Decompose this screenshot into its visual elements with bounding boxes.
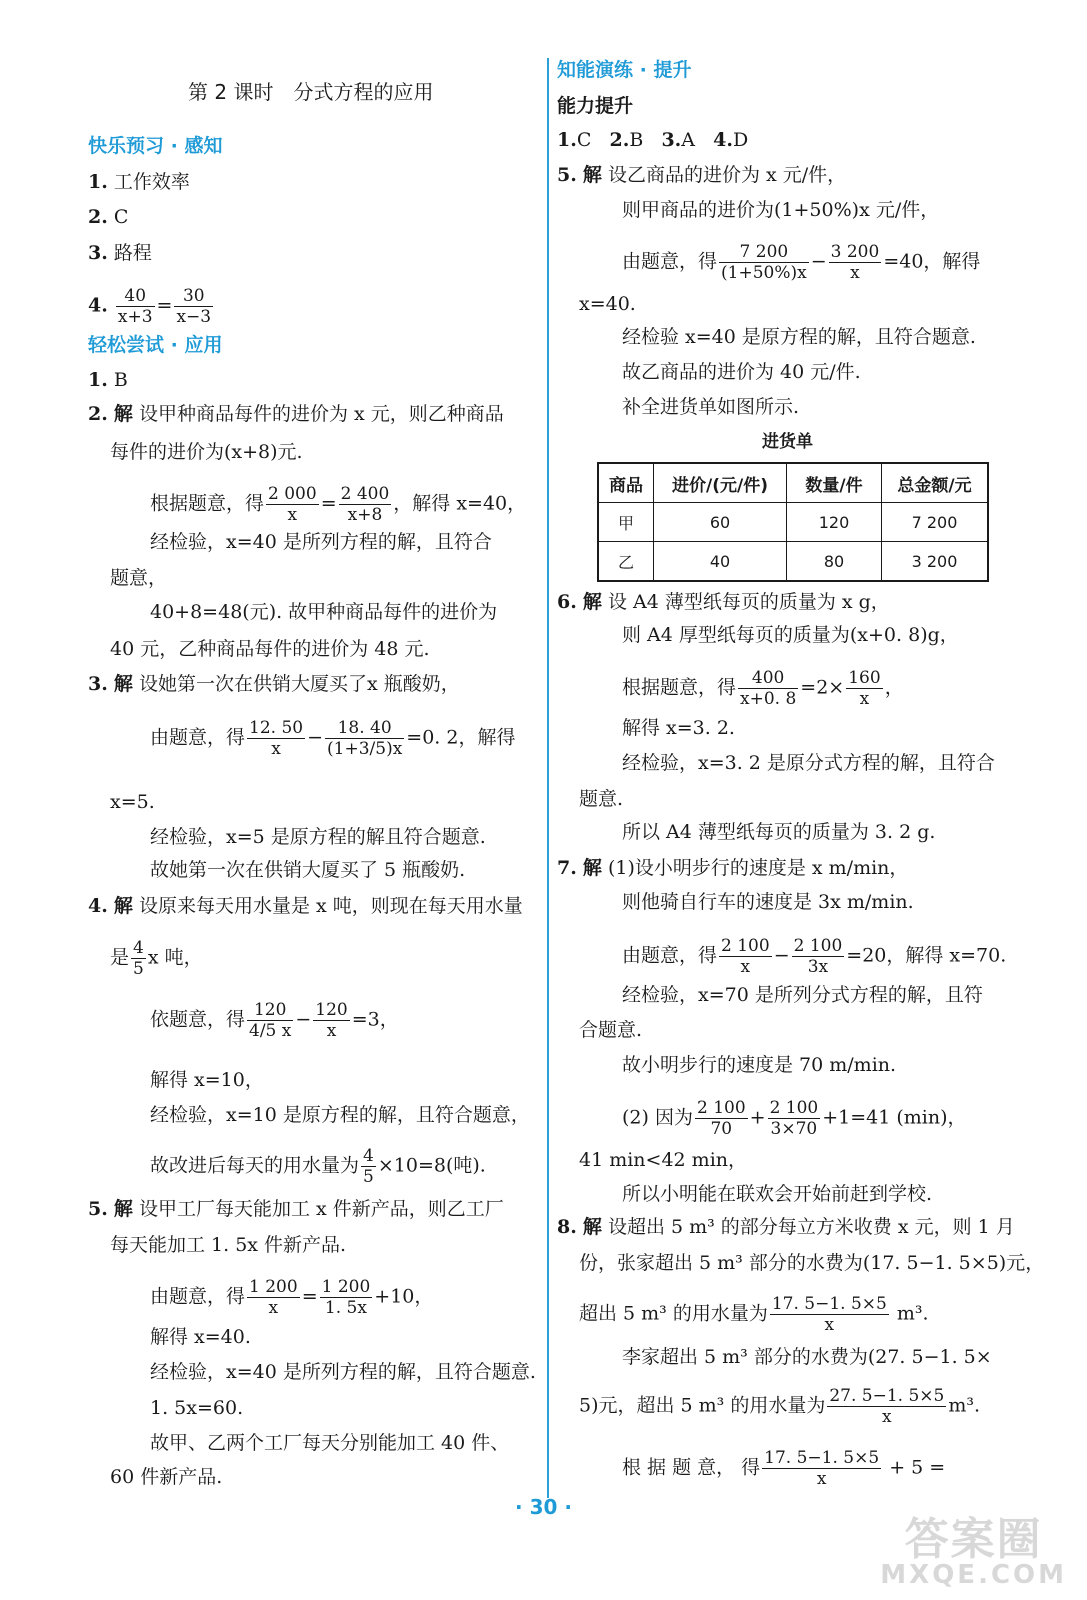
fraction: $\frac{2 100}{3\times 70}$ [769, 1098, 819, 1139]
watermark-logo [880, 1514, 1067, 1590]
problem-3-line: 经检验，x=5 是原方程的解且符合题意. [150, 826, 486, 848]
problem-4-line: 4. 解 设原来每天用水量是 x 吨，则现在每天用水量 [88, 895, 523, 917]
fraction: $\frac{2 000}{x}$ [268, 484, 317, 525]
problem-8-line: 8. 解 设超出 5 m³ 的部分每立方米收费 x 元，则 1 月 [557, 1216, 1015, 1238]
table-header: 进价/(元/件) [654, 463, 787, 503]
problem-7-line: 所以小明能在联欢会开始前赶到学校. [622, 1183, 933, 1205]
subsection-heading: 能力提升 [557, 95, 634, 117]
fraction: $\frac{2 100}{x}$ [721, 936, 770, 977]
problem-1: 1. B [88, 369, 128, 391]
fraction: $\frac{2 400}{x+8}$ [340, 484, 390, 525]
problem-5-line: 1. 5x=60. [150, 1397, 244, 1419]
fraction: $\frac{120}{4/5 x}$ [249, 1000, 292, 1041]
problem-5-equation: 由题意，得 $\frac{1 200}{x}$ = $\frac{1 200}{1. 5x}$ +10， [150, 1277, 434, 1318]
fraction: $\frac{400}{x+0. 8}$ [740, 668, 797, 709]
problem-8-equation: 根 据 题 意， 得 $\frac{17. 5-1. 5\times 5}{x}$ + 5 = [622, 1448, 946, 1489]
problem-6-line: 6. 解 设 A4 薄型纸每页的质量为 x g， [557, 591, 890, 613]
column-divider [547, 58, 549, 1498]
table-header: 总金额/元 [882, 463, 989, 503]
fraction: $\frac{17. 5-1. 5\times 5}{x}$ [764, 1448, 880, 1489]
problem-3-line: x=5. [110, 791, 155, 813]
table-cell: 7 200 [882, 503, 989, 542]
problem-7-line: 故小明步行的速度是 70 m/min. [622, 1054, 897, 1076]
problem-3-line: 故她第一次在供销大厦买了 5 瓶酸奶. [150, 859, 466, 881]
problem-7-line: 则他骑自行车的速度是 3x m/min. [622, 891, 914, 913]
watermark-text: 答案圈 [904, 1514, 1043, 1565]
problem-2-line: 2. 解 设甲种商品每件的进价为 x 元，则乙种商品 [88, 403, 504, 425]
fraction: $\frac{7 200}{(1+50\%)x}$ [721, 242, 807, 283]
problem-5r-line: 经检验 x=40 是原方程的解，且符合题意. [622, 326, 976, 348]
answer-2: 2. C [88, 206, 129, 228]
problem-5r-line: 5. 解 设乙商品的进价为 x 元/件， [557, 164, 847, 186]
fraction: $\frac{160}{x}$ [848, 668, 881, 709]
fraction: $\frac{120}{x}$ [315, 1000, 348, 1041]
choice-answers: 1.C 2.B 3.A 4.D [557, 129, 749, 151]
problem-2-line: 题意， [110, 567, 168, 589]
answer-4: 4. $\frac{40}{x+3}$ = $\frac{30}{x-3}$ [88, 286, 212, 327]
problem-7-equation: 由题意，得 $\frac{2 100}{x}$ − $\frac{2 100}{3x}$ =20，解得 x=70. [622, 936, 1007, 977]
table-cell: 乙 [598, 542, 654, 582]
table-header: 数量/件 [787, 463, 882, 503]
problem-7-line: 7. 解 (1)设小明步行的速度是 x m/min， [557, 857, 909, 879]
problem-6-equation: 根据题意，得 $\frac{400}{x+0. 8}$ =2× $\frac{160}{x}$ ， [622, 668, 904, 709]
fraction: $\frac{17. 5-1. 5\times 5}{x}$ [771, 1294, 887, 1335]
problem-5-line: 60 件新产品. [110, 1466, 223, 1488]
problem-2-line: 经检验，x=40 是所列方程的解，且符合 [150, 531, 492, 553]
fraction: $\frac{1 200}{x}$ [249, 1277, 298, 1318]
problem-8-line: 份，张家超出 5 m³ 部分的水费为(17. 5−1. 5×5)元， [579, 1252, 1045, 1274]
table-cell: 120 [787, 503, 882, 542]
problem-6-line: 则 A4 厚型纸每页的质量为(x+0. 8)g， [622, 624, 959, 646]
table-row [598, 503, 988, 542]
page-title: 第 2 课时 分式方程的应用 [188, 80, 434, 104]
problem-5-line: 解得 x=40. [150, 1326, 251, 1348]
table-cell: 80 [787, 542, 882, 582]
problem-5r-line: 补全进货单如图所示. [622, 396, 800, 418]
problem-5r-line: x=40. [579, 293, 636, 315]
problem-3-equation: 由题意，得 $\frac{12. 50}{x}$ − $\frac{18. 40}{(1+3/5)x}$ =0. 2，解得 [150, 718, 516, 759]
problem-4-line: 是 $\frac{4}{5}$ x 吨， [110, 938, 203, 979]
problem-5-line: 5. 解 设甲工厂每天能加工 x 件新产品，则乙工厂 [88, 1198, 504, 1220]
problem-6-line: 题意. [579, 788, 624, 810]
problem-4-line: 故改进后每天的用水量为 $\frac{4}{5}$ ×10=8(吨). [150, 1146, 486, 1187]
page-number: · 30 · [515, 1495, 572, 1519]
table-row [598, 542, 988, 582]
problem-7-line: 合题意. [579, 1019, 643, 1041]
problem-4-line: 解得 x=10， [150, 1069, 264, 1091]
table-header-row [598, 463, 988, 503]
problem-5-line: 每天能加工 1. 5x 件新产品. [110, 1234, 347, 1256]
fraction: $\frac{3 200}{x}$ [830, 242, 880, 283]
table-cell: 甲 [598, 503, 654, 542]
problem-4-equation: 依题意，得 $\frac{120}{4/5 x}$ − $\frac{120}{x}$ =3， [150, 1000, 399, 1041]
problem-2-line: 每件的进价为(x+8)元. [110, 441, 303, 463]
problem-7-line: 经检验，x=70 是所列分式方程的解，且符 [622, 984, 983, 1006]
fraction: $\frac{12. 50}{x}$ [249, 718, 304, 759]
problem-2-equation: 根据题意，得 $\frac{2 000}{x}$ = $\frac{2 400}{x+8}$ ，解得 x=40， [150, 484, 527, 525]
problem-5-line: 故甲、乙两个工厂每天分别能加工 40 件、 [150, 1432, 510, 1454]
table-title: 进货单 [762, 432, 813, 452]
problem-8-line: 李家超出 5 m³ 部分的水费为(27. 5−1. 5× [622, 1346, 992, 1368]
answer-3: 3. 路程 [88, 242, 152, 264]
problem-4-line: 经检验，x=10 是原方程的解，且符合题意， [150, 1104, 530, 1126]
problem-5r-equation: 由题意，得 $\frac{7 200}{(1+50\%)x}$ − $\frac{3 200}{x}$ =40，解得 [622, 242, 981, 283]
fraction: $\frac{4}{5}$ [133, 938, 144, 979]
fraction: $\frac{2 100}{70}$ [696, 1098, 746, 1139]
section-heading-try: 轻松尝试 · 应用 [88, 334, 223, 356]
problem-3-line: 3. 解 设她第一次在供销大厦买了x 瓶酸奶， [88, 673, 460, 695]
table-header: 商品 [598, 463, 654, 503]
problem-6-line: 所以 A4 薄型纸每页的质量为 3. 2 g. [622, 821, 936, 843]
fraction: $\frac{27. 5-1. 5\times 5}{x}$ [829, 1386, 945, 1427]
problem-2-line: 40+8=48(元). 故甲种商品每件的进价为 [150, 601, 498, 623]
problem-5r-line: 故乙商品的进价为 40 元/件. [622, 361, 861, 383]
problem-2-line: 40 元，乙种商品每件的进价为 48 元. [110, 638, 430, 660]
problem-5-line: 经检验，x=40 是所列方程的解，且符合题意. [150, 1361, 536, 1383]
section-heading-practice: 知能演练 · 提升 [557, 59, 692, 81]
problem-8-line: 超出 5 m³ 的用水量为 $\frac{17. 5-1. 5\times 5}{x}$ m³. [579, 1294, 929, 1335]
problem-6-line: 解得 x=3. 2. [622, 717, 735, 739]
table-cell: 3 200 [882, 542, 989, 582]
fraction: $\frac{18. 40}{(1+3/5)x}$ [327, 718, 403, 759]
fraction: $\frac{4}{5}$ [363, 1146, 374, 1187]
problem-7-line: 41 min<42 min， [579, 1149, 748, 1171]
watermark-url: MXQE.COM [880, 1560, 1067, 1590]
problem-8-line: 5)元，超出 5 m³ 的用水量为 $\frac{27. 5-1. 5\times 5}{x}$ m³. [579, 1386, 981, 1427]
section-heading-preview: 快乐预习 · 感知 [88, 135, 223, 157]
fraction: $\frac{1 200}{1. 5x}$ [321, 1277, 371, 1318]
purchase-table [597, 462, 989, 582]
table-cell: 40 [654, 542, 787, 582]
fraction: $\frac{40}{x+3}$ [117, 286, 153, 327]
problem-6-line: 经检验，x=3. 2 是原分式方程的解，且符合 [622, 752, 995, 774]
problem-7-equation: (2) 因为 $\frac{2 100}{70}$ + $\frac{2 100}{3\times 70}$ +1=41 (min)， [622, 1098, 967, 1139]
answer-1: 1. 工作效率 [88, 171, 190, 193]
fraction: $\frac{2 100}{3x}$ [793, 936, 843, 977]
problem-5r-line: 则甲商品的进价为(1+50%)x 元/件， [622, 199, 940, 221]
fraction: $\frac{30}{x-3}$ [176, 286, 212, 327]
table-cell: 60 [654, 503, 787, 542]
